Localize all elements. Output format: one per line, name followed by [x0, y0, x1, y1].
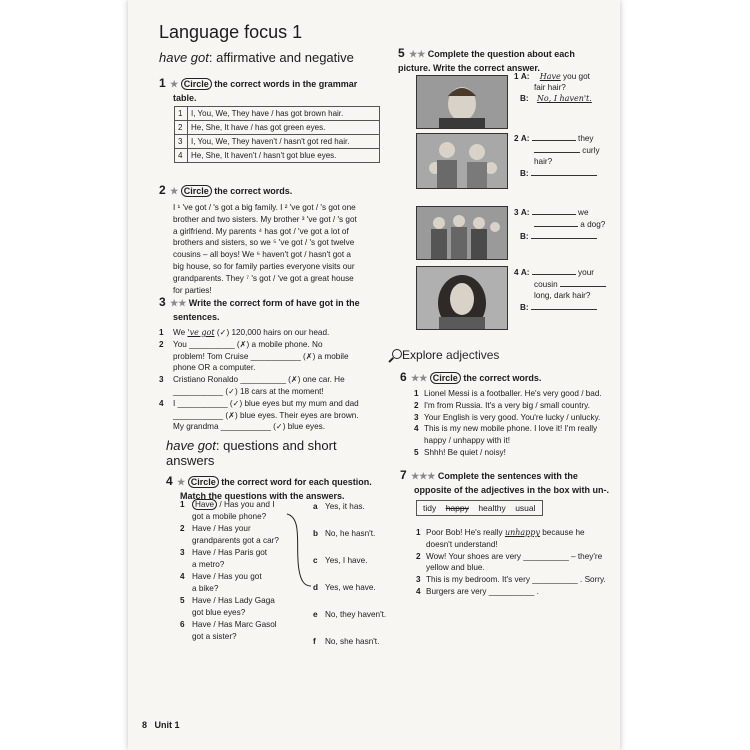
- item-text: Poor Bob! He's really: [426, 528, 503, 537]
- exercise-number: 4: [166, 474, 173, 488]
- speaker-label: B:: [520, 303, 529, 312]
- instruction: the correct words.: [214, 186, 293, 196]
- circle-word: Circle: [430, 372, 461, 384]
- paragraph-line[interactable]: brother and two sisters. My brother ³ 've got / 's got: [173, 214, 357, 224]
- item-text: got a mobile phone?: [192, 511, 267, 521]
- question-text: a dog?: [580, 220, 606, 229]
- exercise-number: 1: [159, 76, 166, 90]
- item-num: 4: [414, 424, 419, 434]
- table-row: [175, 107, 380, 121]
- list-item[interactable]: [159, 374, 384, 386]
- paragraph-line[interactable]: a girlfriend. My parents ⁴ has got / 've got a lot of: [173, 226, 349, 236]
- exercise-2: [159, 181, 379, 296]
- row-text[interactable]: I, You, We, They haven't / hasn't got red hair.: [188, 135, 380, 149]
- speaker-label: B:: [520, 169, 529, 178]
- instruction-cont: Match the questions with the answers.: [180, 491, 345, 501]
- paragraph: [173, 202, 379, 296]
- paragraph-line[interactable]: grandparents. They ⁷ 's got / 've got a great house: [173, 273, 354, 283]
- explore-topic: adjectives: [446, 348, 500, 362]
- box-word-used: happy: [445, 503, 469, 513]
- list-item[interactable]: [414, 435, 615, 447]
- item-num: 1: [159, 328, 164, 337]
- question-4[interactable]: [514, 266, 618, 313]
- list-item: [416, 527, 618, 539]
- item-text: I'm from Russia. It's a very big / small country.: [424, 400, 590, 410]
- item-num: 6: [180, 620, 185, 629]
- answer-item[interactable]: [313, 609, 403, 636]
- instruction: Complete the question about each: [427, 49, 575, 59]
- answer-item[interactable]: [313, 501, 403, 528]
- paragraph-line: big house, so for family parties everyone visits our: [173, 261, 355, 271]
- exercise-3: [159, 293, 384, 433]
- item-text: a metro?: [192, 559, 225, 569]
- item-text: ___________ (✗) blue eyes. Their eyes are brown.: [173, 410, 359, 420]
- item-text: phone OR a computer.: [173, 363, 256, 373]
- item-num: 2: [514, 134, 519, 143]
- answer-item[interactable]: [313, 582, 403, 609]
- row-num: 1: [175, 107, 188, 121]
- picture-family: [416, 133, 508, 189]
- list-item[interactable]: [414, 412, 615, 424]
- question-text: cousin: [534, 280, 558, 289]
- answer-letter: e: [313, 610, 318, 619]
- word-box: [416, 500, 543, 516]
- picture-girl: [416, 266, 508, 330]
- row-num: 4: [175, 149, 188, 163]
- item-num: 4: [416, 586, 421, 596]
- item-text: grandparents got a car?: [192, 535, 279, 545]
- section-heading-line2: answers: [166, 453, 215, 468]
- table-row: [175, 135, 380, 149]
- picture-group: [416, 206, 508, 260]
- question-list: [180, 499, 290, 643]
- star-icon: ★★: [409, 49, 426, 59]
- answer-text: Yes, it has.: [325, 502, 365, 511]
- question-text: they: [578, 134, 594, 143]
- answer-text: Yes, we have.: [325, 583, 376, 592]
- section-heading-questions: [166, 438, 337, 468]
- exercise-6: [400, 368, 615, 459]
- page-footer: [142, 720, 180, 730]
- question-text: curly: [582, 146, 600, 155]
- exercise-number: 6: [400, 370, 407, 384]
- sentence-list: [416, 527, 618, 598]
- item-num: 3: [159, 375, 164, 385]
- answer-letter: f: [313, 637, 316, 646]
- list-item[interactable]: [414, 423, 615, 435]
- section-heading-italic: have got: [166, 438, 216, 453]
- list-item[interactable]: [159, 339, 384, 351]
- circle-word: Circle: [181, 185, 212, 197]
- item-num: 3: [414, 412, 419, 422]
- list-item[interactable]: [180, 523, 290, 547]
- box-word: usual: [515, 503, 536, 513]
- item-num: 3: [416, 575, 421, 585]
- answer-item[interactable]: [313, 555, 403, 582]
- list-item[interactable]: [180, 547, 290, 571]
- item-num: 3: [180, 548, 185, 557]
- answer-item[interactable]: [313, 636, 403, 663]
- star-icon: ★★★: [411, 471, 436, 481]
- exercise-4: [166, 472, 386, 502]
- question-text: hair?: [534, 157, 553, 166]
- paragraph-line[interactable]: cousins – all boys! We ⁶ haven't got / hasn't got a: [173, 250, 351, 260]
- item-num: 1: [414, 389, 419, 398]
- item-text: My grandma ___________ (✓) blue eyes.: [173, 422, 326, 432]
- list-item[interactable]: [414, 400, 615, 412]
- star-icon: ★: [170, 186, 179, 196]
- question-1: [514, 71, 618, 104]
- explore-heading: Explore adjectives: [392, 348, 499, 362]
- item-text: This is my new mobile phone. I love it! I'm really: [424, 424, 598, 434]
- item-text: Have / Has Marc Gasol: [192, 620, 277, 629]
- question-text: you got: [563, 72, 590, 81]
- item-num: 3: [514, 208, 519, 217]
- circle-word: Circle: [181, 78, 212, 90]
- section-heading-rest: : questions and short: [215, 438, 337, 453]
- list-item: [159, 362, 384, 374]
- list-item[interactable]: [159, 398, 384, 410]
- speaker-label: A:: [520, 208, 530, 217]
- star-icon: ★: [170, 79, 179, 89]
- item-text: got blue eyes?: [192, 607, 246, 617]
- question-text: fair hair?: [534, 83, 566, 92]
- exercise-number: 7: [400, 468, 407, 482]
- list-item[interactable]: [414, 447, 615, 459]
- item-num: 1: [416, 528, 421, 537]
- item-text: Have / Has your: [192, 524, 251, 533]
- instruction: Write the correct form of have got in the: [188, 298, 360, 308]
- speaker-label: A:: [520, 72, 530, 81]
- exercise-5: [398, 44, 608, 74]
- item-text: a bike?: [192, 583, 219, 593]
- item-num: 2: [159, 339, 164, 349]
- item-text: Cristiano Ronaldo __________ (✗) one car. He: [173, 375, 345, 385]
- item-num: 2: [180, 524, 185, 533]
- workbook-page: [128, 0, 620, 750]
- speaker-label: B:: [520, 232, 529, 241]
- list-item[interactable]: [416, 586, 618, 598]
- star-icon: ★★: [170, 298, 187, 308]
- match-line: [283, 508, 313, 588]
- exercise-7: [400, 466, 618, 496]
- list-item[interactable]: [159, 410, 384, 422]
- answer-list: [313, 501, 403, 663]
- paragraph-line[interactable]: I ¹ 've got / 's got a big family. I ² 've got / 's got one: [173, 203, 356, 212]
- item-text: Wow! Your shoes are very __________ – they're: [426, 551, 603, 561]
- list-item: [416, 539, 618, 551]
- item-text: yellow and blue.: [426, 563, 485, 573]
- answer-letter: c: [313, 556, 318, 565]
- grammar-table: [174, 106, 380, 163]
- row-num: 3: [175, 135, 188, 149]
- magnifier-icon: [392, 349, 402, 359]
- item-text: I ___________ (✓) blue eyes but my mum and dad: [173, 398, 359, 408]
- star-icon: ★★: [411, 373, 428, 383]
- instruction: Complete the sentences with the: [437, 471, 578, 481]
- row-num: 2: [175, 121, 188, 135]
- answer-text: No, they haven't.: [325, 610, 387, 619]
- list-item: 1 We 've got (✓) 120,000 hairs on our head.: [159, 328, 330, 337]
- item-text: Burgers are very __________ .: [426, 586, 539, 596]
- circle-word: Circle: [188, 476, 219, 488]
- answer-example: No, I haven't.: [536, 94, 592, 103]
- item-text: ___________ (✓) 18 cars at the moment!: [173, 386, 324, 396]
- list-item[interactable]: [180, 619, 290, 643]
- list-item[interactable]: [416, 574, 618, 586]
- list-item[interactable]: [180, 571, 290, 595]
- answer-letter: a: [313, 502, 318, 511]
- instruction-cont: table.: [173, 93, 197, 103]
- item-text: got a sister?: [192, 631, 237, 641]
- item-num: 4: [514, 268, 519, 277]
- instruction-cont: picture. Write the correct answer.: [398, 63, 540, 73]
- item-num: 5: [414, 447, 419, 457]
- row-text[interactable]: He, She, It haven't / hasn't got blue eyes.: [188, 149, 380, 163]
- page-number: 8: [142, 720, 148, 730]
- section-heading-rest: : affirmative and negative: [208, 50, 354, 65]
- answer-text: No, he hasn't.: [325, 529, 376, 538]
- box-word: tidy: [423, 503, 437, 513]
- table-row: [175, 121, 380, 135]
- item-num: 4: [159, 398, 164, 408]
- item-num: 2: [414, 400, 419, 410]
- item-text: happy / unhappy with it!: [424, 436, 511, 446]
- paragraph-line: for parties!: [173, 285, 212, 295]
- instruction-cont: sentences.: [173, 312, 220, 322]
- answer-item[interactable]: [313, 528, 403, 555]
- list-item: [416, 562, 618, 574]
- answer-example: Have: [539, 72, 561, 81]
- explore-word: xplore: [410, 348, 443, 362]
- item-text: Have / Has Paris got: [192, 548, 268, 557]
- question-text: we: [578, 208, 589, 217]
- instruction: the correct word for each question.: [221, 477, 372, 487]
- instruction: the correct words.: [463, 373, 542, 383]
- answer-letter: b: [313, 529, 319, 538]
- answer-text: No, she hasn't.: [325, 637, 380, 646]
- item-num: 2: [416, 551, 421, 561]
- answer-text: Yes, I have.: [325, 556, 368, 565]
- item-num: 4: [180, 572, 185, 581]
- speaker-label: B:: [520, 94, 529, 103]
- page-title: Language focus 1: [159, 22, 303, 42]
- unit-label: Unit 1: [154, 720, 180, 730]
- exercise-1: [159, 74, 369, 104]
- list-item[interactable]: [414, 388, 615, 400]
- list-item[interactable]: [416, 551, 618, 563]
- item-text: This is my bedroom. It's very __________ . Sorry.: [426, 575, 606, 585]
- question-2[interactable]: [514, 132, 618, 179]
- item-text: Have / Has Lady Gaga: [192, 596, 275, 605]
- list-item[interactable]: 1 Have / Has you and I got a mobile phone?: [180, 499, 290, 523]
- item-text: Lionel Messi is a footballer. He's very good / bad.: [424, 389, 602, 398]
- box-word: healthy: [478, 503, 506, 513]
- answer-letter: d: [313, 583, 319, 592]
- answer-example: 've got: [187, 328, 215, 337]
- star-icon: ★: [177, 477, 186, 487]
- question-3[interactable]: [514, 206, 618, 242]
- speaker-label: A:: [520, 268, 530, 277]
- row-text[interactable]: He, She, It have / has got green eyes.: [188, 121, 380, 135]
- row-text[interactable]: I, You, We, They have / has got brown hair.: [188, 107, 380, 121]
- exercise-number: 5: [398, 46, 405, 60]
- answer-example: unhappy: [504, 528, 540, 537]
- item-text: because he: [542, 528, 585, 537]
- instruction: the correct words in the grammar: [214, 79, 358, 89]
- section-heading-affirmative: [159, 50, 354, 65]
- instruction-cont: opposite of the adjectives in the box with un-.: [414, 485, 610, 495]
- list-item[interactable]: [180, 595, 290, 619]
- item-text: Shhh! Be quiet / noisy!: [424, 447, 506, 457]
- item-text: Your English is very good. You're lucky / unlucky.: [424, 412, 601, 422]
- question-text: your: [578, 268, 594, 277]
- item-text: Have / Has you got: [192, 572, 262, 581]
- item-num: 1: [514, 72, 519, 81]
- speaker-label: A:: [520, 134, 530, 143]
- exercise-number: 3: [159, 295, 166, 309]
- list-item[interactable]: [159, 351, 384, 363]
- section-heading-italic: have got: [159, 50, 209, 65]
- table-row: [175, 149, 380, 163]
- item-text: You __________ (✗) a mobile phone. No: [173, 339, 323, 349]
- item-num: 1: [180, 500, 185, 509]
- exercise-number: 2: [159, 183, 166, 197]
- paragraph-line[interactable]: brothers and sisters, so we ⁵ 've got / 's got twelve: [173, 238, 355, 248]
- sentence-list: [414, 388, 615, 459]
- item-text: doesn't understand!: [426, 539, 498, 549]
- item-num: 5: [180, 596, 185, 605]
- list-item[interactable]: [159, 421, 384, 433]
- question-text: long, dark hair?: [534, 291, 591, 300]
- picture-boy: [416, 75, 508, 129]
- item-text: problem! Tom Cruise ___________ (✗) a mobile: [173, 351, 349, 361]
- list-item[interactable]: [159, 386, 384, 398]
- sentence-list: [159, 327, 384, 433]
